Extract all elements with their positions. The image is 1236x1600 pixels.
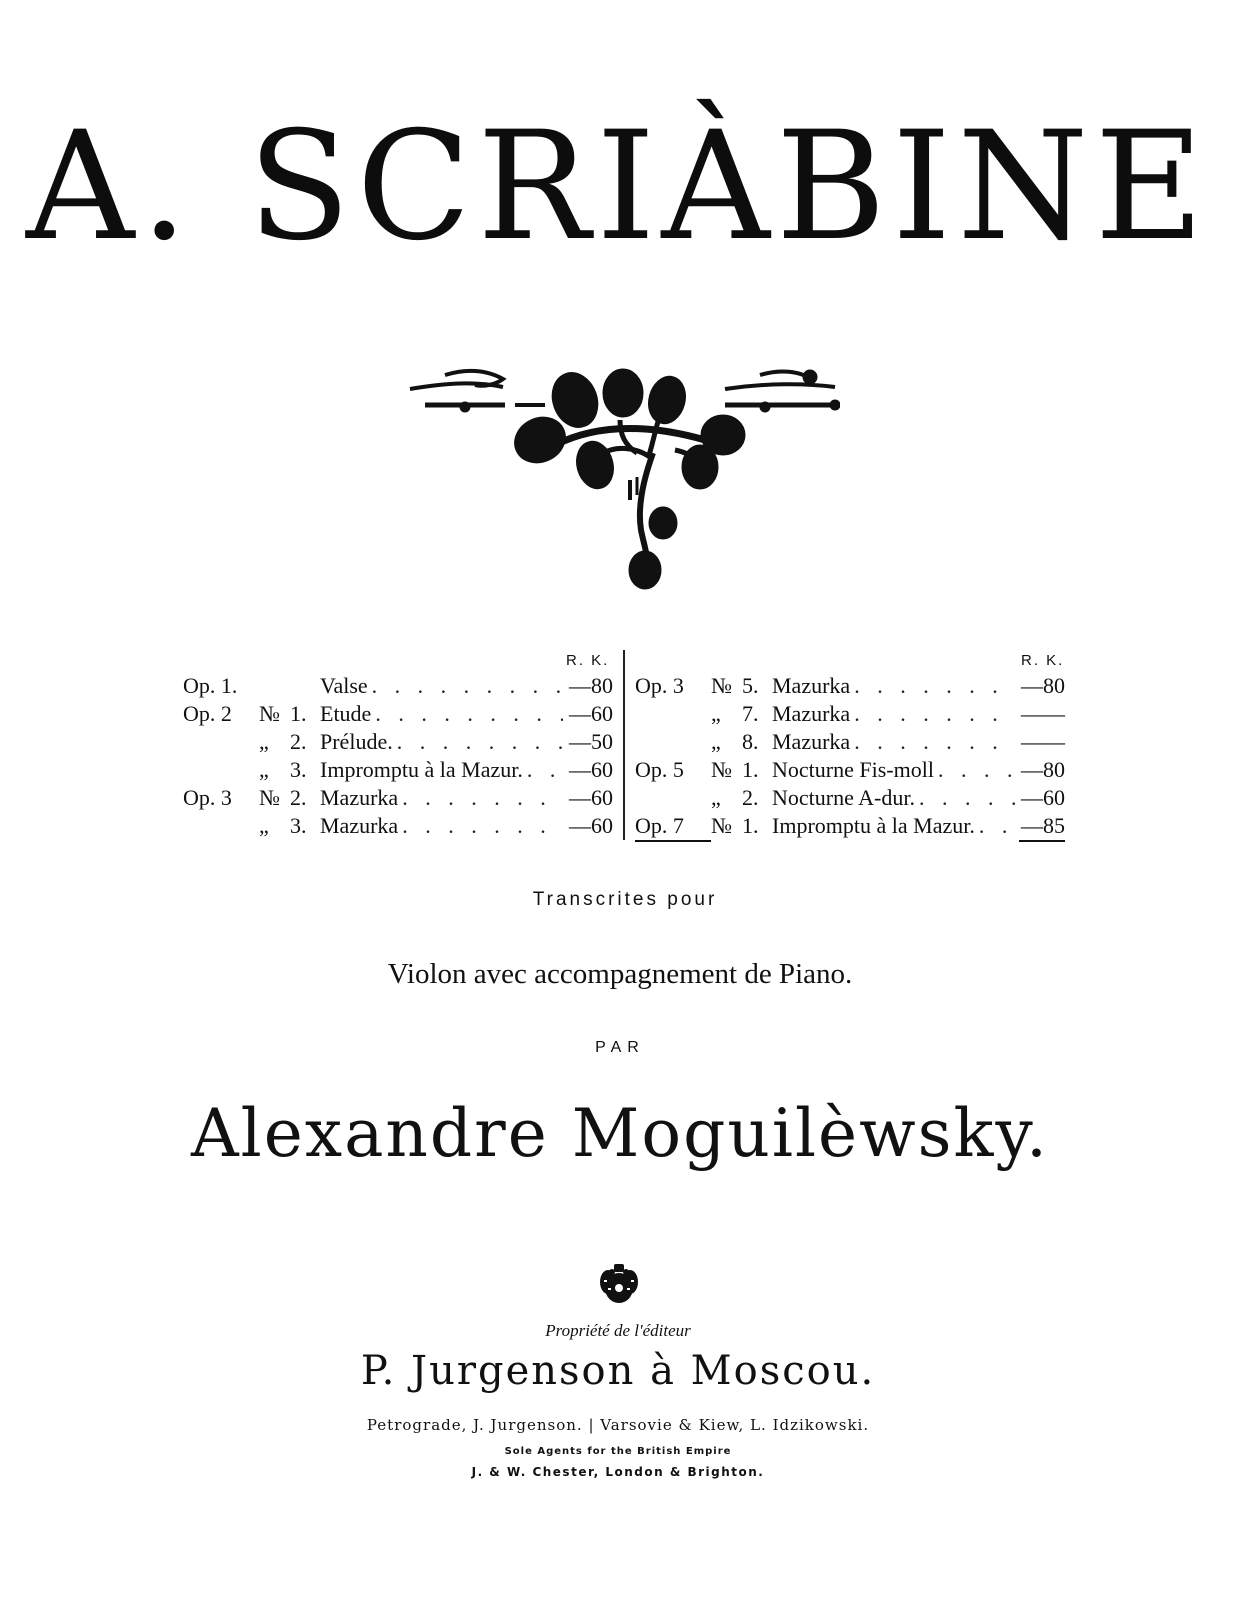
work-title: Prélude. xyxy=(320,729,393,754)
work-title: Mazurka xyxy=(772,673,851,698)
number-sign: № xyxy=(711,673,732,698)
price: —60 xyxy=(569,785,613,810)
price: —60 xyxy=(569,757,613,782)
dot-leader xyxy=(372,672,563,700)
price: —50 xyxy=(569,729,613,754)
work-entry xyxy=(183,672,613,700)
number-sign: № xyxy=(259,701,280,726)
piece-number: 7. xyxy=(742,701,759,726)
opus-number: Op. 5 xyxy=(635,757,684,782)
price: —80 xyxy=(569,673,613,698)
publisher-name: P. Jurgenson à Moscou. xyxy=(360,1348,876,1394)
arranger-name: Alexandre Moguilèwsky. xyxy=(191,1095,1049,1172)
number-sign: „ xyxy=(259,729,269,754)
work-title: Mazurka xyxy=(320,813,399,838)
work-title: Etude xyxy=(320,701,372,726)
number-sign: № xyxy=(711,757,732,782)
work-entry xyxy=(183,700,613,728)
price: —60 xyxy=(569,701,613,726)
dot-leader xyxy=(402,812,563,840)
agents-name: J. & W. Chester, London & Brighton. xyxy=(471,1465,765,1479)
work-entry xyxy=(183,784,613,812)
piece-number: 5. xyxy=(742,673,759,698)
work-entry xyxy=(635,784,1065,812)
number-sign: „ xyxy=(259,813,269,838)
number-sign: „ xyxy=(711,785,721,810)
number-sign: № xyxy=(259,785,280,810)
price: —— xyxy=(1021,729,1065,754)
dot-leader xyxy=(527,756,563,784)
piece-number: 2. xyxy=(742,785,759,810)
publisher-branches: Petrograde, J. Jurgenson. | Varsovie & Kiew, L. Idzikowski. xyxy=(366,1416,870,1434)
price-header-right: R. K. xyxy=(1021,652,1065,669)
piece-number: 3. xyxy=(290,757,307,782)
number-sign: „ xyxy=(711,729,721,754)
vine-leaf-ornament-icon xyxy=(405,365,840,595)
dot-leader xyxy=(979,812,1015,840)
piece-number: 2. xyxy=(290,785,307,810)
dot-leader xyxy=(919,784,1015,812)
dot-leader xyxy=(938,756,1015,784)
imperial-eagle-emblem-icon xyxy=(596,1262,642,1308)
agents-note: Sole Agents for the British Empire xyxy=(504,1446,732,1457)
work-title: Valse xyxy=(320,673,368,698)
work-entry xyxy=(183,812,613,840)
work-entry xyxy=(183,756,613,784)
opus-number: Op. 7 xyxy=(635,812,711,842)
opus-number: Op. 3 xyxy=(183,785,232,810)
instrumentation: Violon avec accompagnement de Piano. xyxy=(387,958,853,990)
work-title: Nocturne Fis-moll xyxy=(772,757,934,782)
price-header-left: R. K. xyxy=(566,652,610,669)
work-entry xyxy=(183,728,613,756)
property-note: Propriété de l'éditeur xyxy=(545,1321,691,1340)
work-entry xyxy=(635,756,1065,784)
number-sign: „ xyxy=(259,757,269,782)
opus-number: Op. 1. xyxy=(183,673,238,698)
work-title: Mazurka xyxy=(772,701,851,726)
piece-number: 8. xyxy=(742,729,759,754)
piece-number: 2. xyxy=(290,729,307,754)
piece-number: 3. xyxy=(290,813,307,838)
dot-leader xyxy=(854,700,1015,728)
work-entry xyxy=(635,700,1065,728)
work-entry xyxy=(635,812,1065,840)
dot-leader xyxy=(375,700,563,728)
piece-number: 1. xyxy=(742,813,759,838)
work-title: Impromptu à la Mazur. xyxy=(320,757,523,782)
composer-title: A. SCRIÀBINE xyxy=(26,100,1210,274)
dot-leader xyxy=(854,728,1015,756)
work-title: Nocturne A-dur. xyxy=(772,785,915,810)
works-list-left xyxy=(183,672,613,840)
work-entry xyxy=(635,672,1065,700)
price: —60 xyxy=(569,813,613,838)
opus-number: Op. 3 xyxy=(635,673,684,698)
price: —60 xyxy=(1021,785,1065,810)
transcription-note: Transcrites pour xyxy=(532,889,718,910)
price: —80 xyxy=(1021,673,1065,698)
price: —85 xyxy=(1019,812,1065,842)
piece-number: 1. xyxy=(742,757,759,782)
work-title: Impromptu à la Mazur. xyxy=(772,813,975,838)
works-list-right xyxy=(635,672,1065,840)
price: —80 xyxy=(1021,757,1065,782)
work-title: Mazurka xyxy=(772,729,851,754)
number-sign: „ xyxy=(711,701,721,726)
column-divider xyxy=(623,650,625,840)
price: —— xyxy=(1021,701,1065,726)
dot-leader xyxy=(397,728,563,756)
work-title: Mazurka xyxy=(320,785,399,810)
opus-number: Op. 2 xyxy=(183,701,232,726)
work-entry xyxy=(635,728,1065,756)
dot-leader xyxy=(402,784,563,812)
dot-leader xyxy=(854,672,1015,700)
by-label: PAR xyxy=(595,1039,645,1056)
piece-number: 1. xyxy=(290,701,307,726)
number-sign: № xyxy=(711,813,732,838)
